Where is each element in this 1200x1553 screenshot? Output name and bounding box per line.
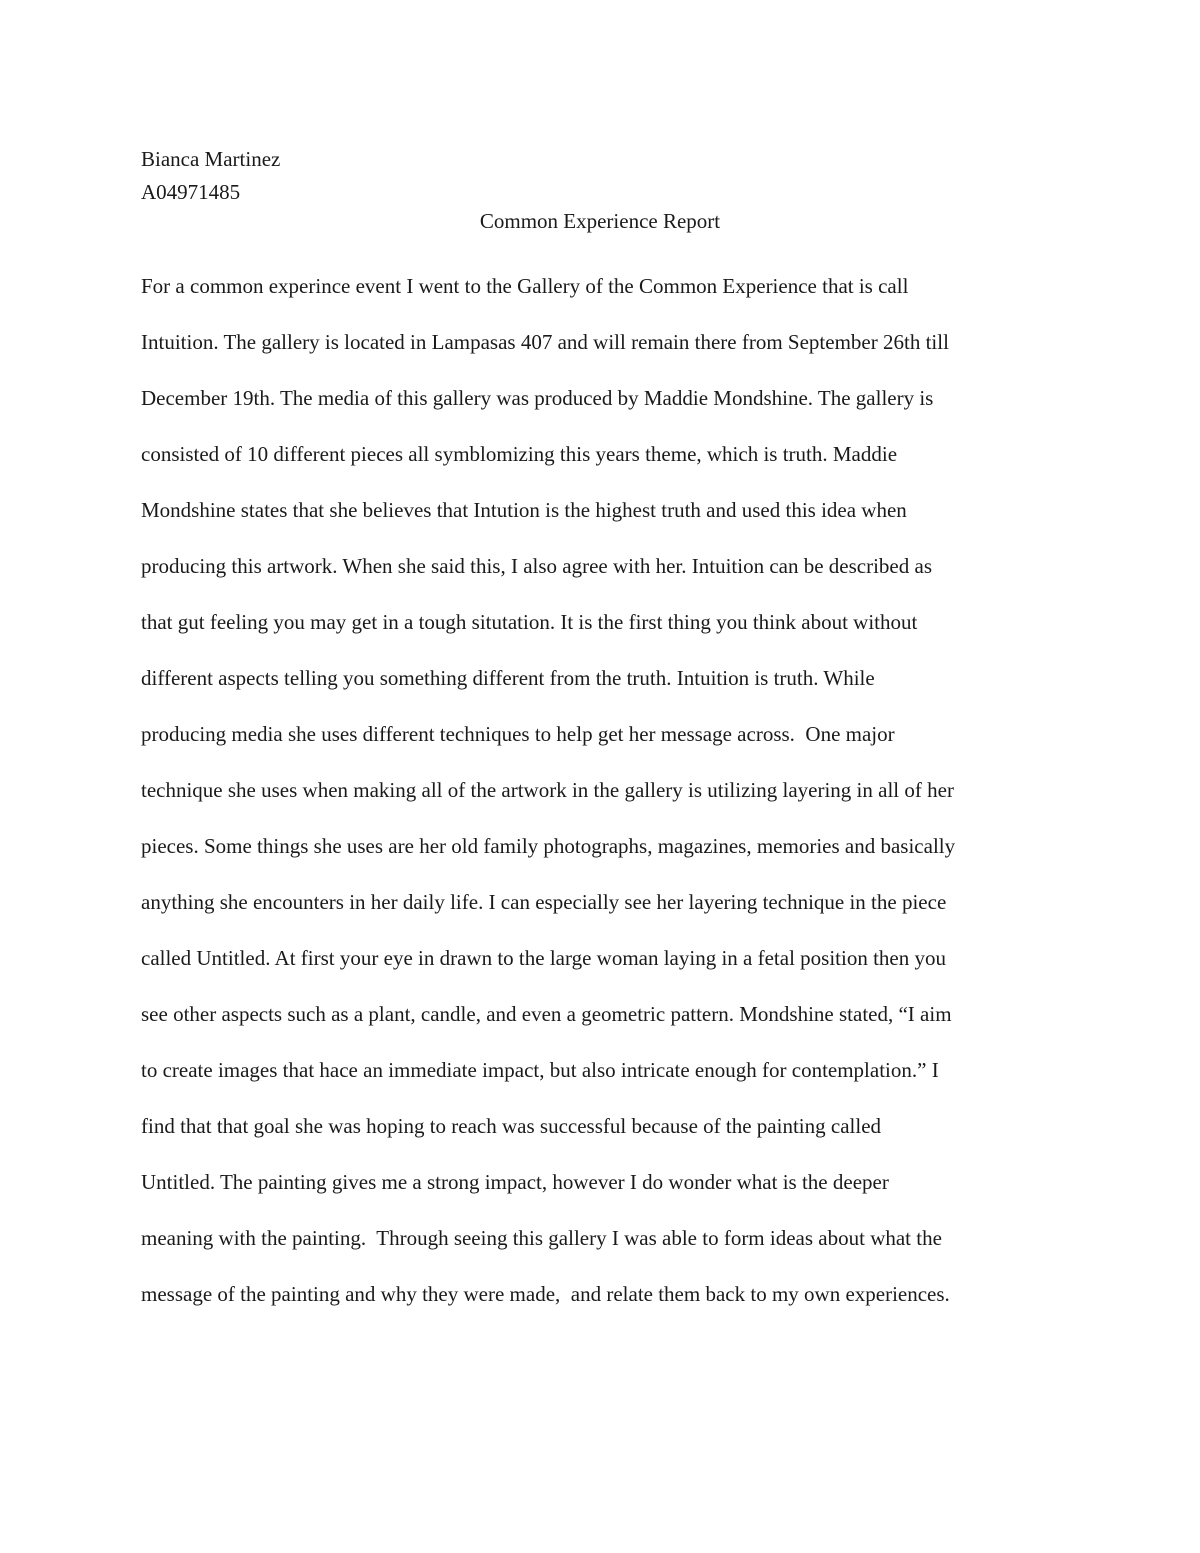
body-line: called Untitled. At first your eye in drawn to the large woman laying in a fetal position then you <box>141 946 947 970</box>
body-line: different aspects telling you something different from the truth. Intuition is truth. While <box>141 666 875 690</box>
body-line: producing media she uses different techniques to help get her message across. One major <box>141 722 895 746</box>
body-line: meaning with the painting. Through seeing this gallery I was able to form ideas about what the <box>141 1226 942 1250</box>
header-block <box>141 143 280 209</box>
body-line: Intuition. The gallery is located in Lampasas 407 and will remain there from September 26th till <box>141 330 949 354</box>
student-id: A04971485 <box>141 180 241 204</box>
body-line: December 19th. The media of this gallery was produced by Maddie Mondshine. The gallery is <box>141 386 934 410</box>
body-line: technique she uses when making all of the artwork in the gallery is utilizing layering in all of her <box>141 778 954 802</box>
body-line: consisted of 10 different pieces all symblomizing this years theme, which is truth. Maddie <box>141 442 898 466</box>
body-line: pieces. Some things she uses are her old family photographs, magazines, memories and basically <box>141 834 956 858</box>
body-line: For a common experince event I went to the Gallery of the Common Experience that is call <box>141 274 909 298</box>
author-name: Bianca Martinez <box>141 147 281 171</box>
document-title: Common Experience Report <box>479 209 721 233</box>
body-line: message of the painting and why they were made, and relate them back to my own experiences. <box>141 1282 950 1306</box>
body-line: that gut feeling you may get in a tough situtation. It is the first thing you think about without <box>141 610 918 634</box>
body-line: to create images that hace an immediate impact, but also intricate enough for contemplation.” I <box>141 1058 939 1082</box>
body-line: see other aspects such as a plant, candle, and even a geometric pattern. Mondshine stated, “I aim <box>141 1002 952 1026</box>
document-body <box>141 270 1071 1334</box>
body-line: Mondshine states that she believes that Intution is the highest truth and used this idea when <box>141 498 907 522</box>
body-line: producing this artwork. When she said this, I also agree with her. Intuition can be described as <box>141 554 932 578</box>
body-line: Untitled. The painting gives me a strong impact, however I do wonder what is the deeper <box>141 1170 889 1194</box>
body-line: find that that goal she was hoping to reach was successful because of the painting called <box>141 1114 882 1138</box>
body-line: anything she encounters in her daily life. I can especially see her layering technique in the piece <box>141 890 947 914</box>
